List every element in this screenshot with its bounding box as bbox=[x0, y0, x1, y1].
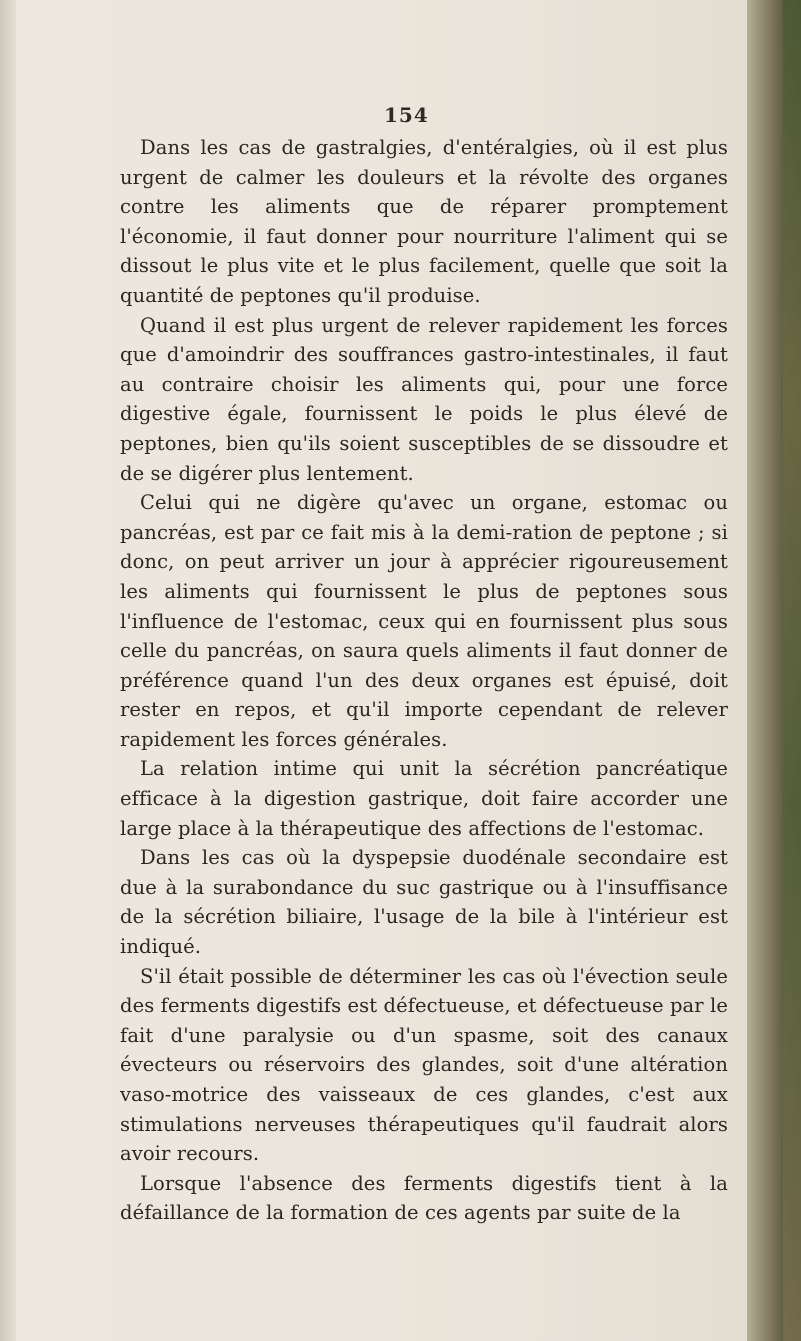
paragraph-1: Dans les cas de gastralgies, d'entéralgies, où il est plus urgent de calmer les douleurs et la révolte des organes contre les aliments que de réparer promptement l'économie, il faut donner pour nourriture l'aliment qui se dissout le plus vite et le plus facilement, quelle que soit la quantité de peptones qu'il produise. bbox=[120, 136, 728, 307]
paragraph-4: La relation intime qui unit la sécrétion pancréatique efficace à la digestion gastrique, doit faire accorder une large place à la thérapeutique des affections de l'estomac. bbox=[120, 757, 728, 840]
page-number: 154 bbox=[384, 103, 429, 127]
paragraph-5: Dans les cas où la dyspepsie duodénale secondaire est due à la surabondance du suc gastrique ou à l'insuffisance de la sécrétion biliaire, l'usage de la bile à l'intérieur est indiqué. bbox=[120, 846, 728, 959]
body-text bbox=[120, 133, 728, 1228]
binding-shadow bbox=[783, 0, 801, 1341]
page-gutter bbox=[0, 0, 16, 1341]
paragraph-2: Quand il est plus urgent de relever rapidement les forces que d'amoindrir des souffrances gastro-intestinales, il faut au contraire choisir les aliments qui, pour une force digestive égale, fournissent le poids le plus élevé de peptones, bien qu'ils soient susceptibles de se dissoudre et de se digérer plus lentement. bbox=[120, 313, 728, 485]
paragraph-7: Lorsque l'absence des ferments digestifs tient à la défaillance de la formation de ces agents par suite de la bbox=[120, 1171, 728, 1225]
paragraph-6: S'il était possible de déterminer les cas où l'évection seule des ferments digestifs est défectueuse, et défectueuse par le fait d'une paralysie ou d'un spasme, soit des canaux évecteurs ou réservoirs des glandes, soit d'une altération vaso-motrice des vaisseaux de ces glandes, c'est aux stimulations nerveuses thérapeutiques qu'il faudrait alors avoir recours. bbox=[120, 964, 728, 1166]
paragraph-3: Celui qui ne digère qu'avec un organe, estomac ou pancréas, est par ce fait mis à la demi-ration de peptone ; si donc, on peut arriver un jour à apprécier rigoureusement les aliments qui fournissent le plus de peptones sous l'influence de l'estomac, ceux qui en fournissent plus sous celle du pancréas, on saura quels aliments il faut donner de préférence quand l'un des deux organes est épuisé, doit rester en repos, et qu'il importe cependant de relever rapidement les forces générales. bbox=[120, 491, 728, 751]
page-edge-binding bbox=[747, 0, 801, 1341]
